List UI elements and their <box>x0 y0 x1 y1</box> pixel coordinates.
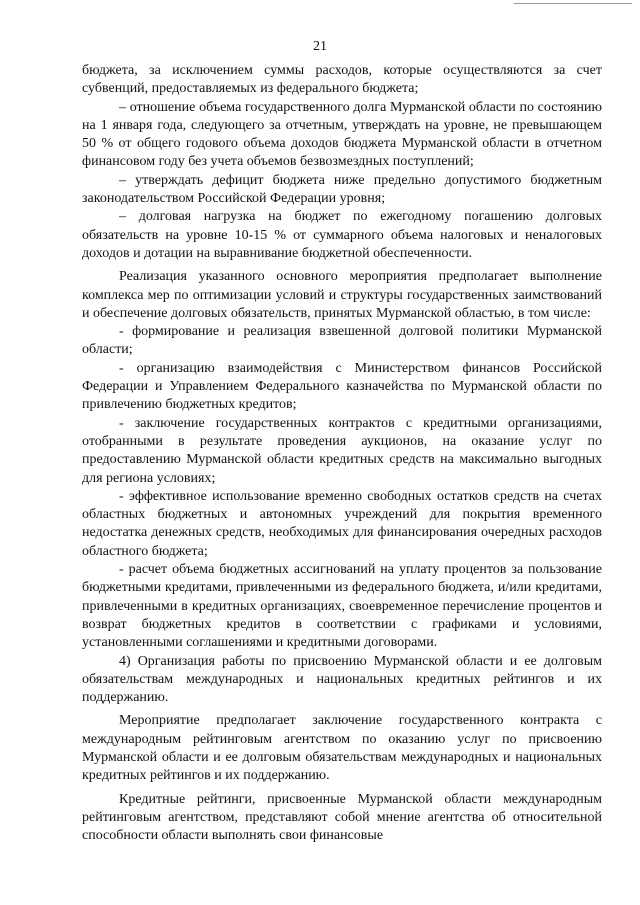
list-item-debt-policy: - формирование и реализация взвешенной долговой политики Мурманской области; <box>82 324 602 358</box>
paragraph-rating-agency-contract: Мероприятие предполагает заключение государственного контракта с международным рейтинговым агентством по оказанию услуг по присвоению Мурманской области и ее долговым обязательствам международных и национальных кредитных рейтингов и их поддержанию. <box>82 713 602 784</box>
paragraph-deficit: – утверждать дефицит бюджета ниже предельно допустимого бюджетным законодательством Российской Федерации уровня; <box>82 172 602 207</box>
paragraph-implementation: Реализация указанного основного мероприятия предполагает выполнение комплекса мер по оптимизации условий и структуры государственных заимствований и обеспечение долговых обязательств, принятых Мурманской областью, в том числе: <box>82 269 602 321</box>
top-rule <box>514 3 632 4</box>
paragraph-debt-load: – долговая нагрузка на бюджет по ежегодному погашению долговых обязательств на уровне 10-15 % от суммарного объема налоговых и неналоговых доходов и дотации на выравнивание бюджетной обеспеченности. <box>82 209 602 261</box>
paragraph-debt-ratio: – отношение объема государственного долга Мурманской области по состоянию на 1 января года, следующего за отчетным, утверждать на уровне, не превышающем 50 % от общего годового объема доходов бюджета Мурманской области в отчетном финансовом году без учета объемов безвозмездных поступлений; <box>82 99 602 170</box>
list-item-ministry-cooperation: - организацию взаимодействия с Министерством финансов Российской Федерации и Управлением Федерального казначейства по Мурманской области по привлечению бюджетных кредитов; <box>82 360 602 413</box>
page-number: 21 <box>313 39 327 54</box>
paragraph-budget-continuation: бюджета, за исключением суммы расходов, которые осуществляются за счет субвенций, предоставляемых из федерального бюджета; <box>82 63 602 97</box>
paragraph-credit-ratings-task: 4) Организация работы по присвоению Мурманской области и ее долговым обязательствам международных и национальных кредитных рейтингов и их поддержанию. <box>82 653 602 706</box>
paragraph-credit-ratings-meaning: Кредитные рейтинги, присвоенные Мурманской области международным рейтинговым агентством, представляют собой мнение агентства об относительной способности области выполнять свои финансовые <box>82 791 602 844</box>
list-item-interest-calculation: - расчет объема бюджетных ассигнований на уплату процентов за пользование бюджетными кредитами, привлеченными из федерального бюджета, и/или кредитами, привлеченными в кредитных организациях, своевременное перечисление процентов и возврат бюджетных кредитов в соответствии с графиками и условиями, установленными соглашениями и кредитными договорами. <box>82 562 602 651</box>
list-item-free-balances: - эффективное использование временно свободных остатков средств на счетах областных бюджетных и автономных учреждений для покрытия временного недостатка денежных средств, необходимых для финансирования очередных расходов областного бюджета; <box>82 488 602 559</box>
list-item-government-contracts: - заключение государственных контрактов с кредитными организациями, отобранными в результате проведения аукционов, на оказание услуг по предоставлению Мурманской области кредитных средств на максимально выгодных для региона условиях; <box>82 415 602 486</box>
document-body <box>82 62 602 845</box>
